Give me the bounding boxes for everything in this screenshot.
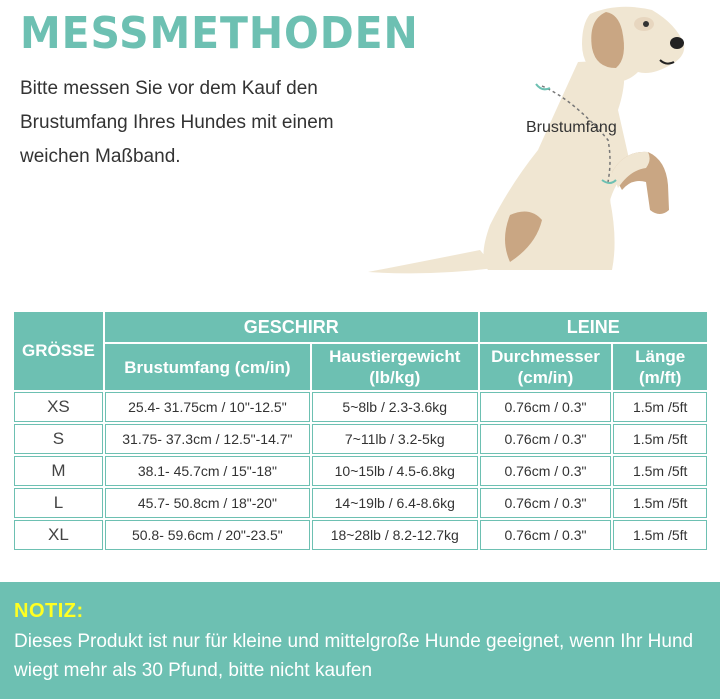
- chest-cell: 50.8- 59.6cm / 20"-23.5": [105, 520, 310, 550]
- length-cell: 1.5m /5ft: [613, 488, 707, 518]
- harness-header: GESCHIRR: [105, 312, 478, 342]
- table-row: [14, 456, 707, 486]
- leash-header: LEINE: [480, 312, 707, 342]
- table-row: [14, 488, 707, 518]
- chest-cell: 31.75- 37.3cm / 12.5"-14.7": [105, 424, 310, 454]
- diameter-cell: 0.76cm / 0.3": [480, 520, 612, 550]
- weight-cell: 18~28lb / 8.2-12.7kg: [312, 520, 478, 550]
- length-column-header: Länge (m/ft): [613, 344, 707, 390]
- length-cell: 1.5m /5ft: [613, 456, 707, 486]
- diameter-cell: 0.76cm / 0.3": [480, 488, 612, 518]
- length-cell: 1.5m /5ft: [613, 424, 707, 454]
- note-text: Dieses Produkt ist nur für kleine und mittelgroße Hunde geeignet, wenn Ihr Hund wiegt mehr als 30 Pfund, bitte nicht kaufen: [14, 631, 694, 681]
- table-row: [14, 520, 707, 550]
- length-cell: 1.5m /5ft: [613, 520, 707, 550]
- size-cell: L: [14, 488, 103, 518]
- weight-cell: 5~8lb / 2.3-3.6kg: [312, 392, 478, 422]
- diameter-cell: 0.76cm / 0.3": [480, 424, 612, 454]
- weight-column-header: Haustiergewicht (lb/kg): [312, 344, 478, 390]
- length-cell: 1.5m /5ft: [613, 392, 707, 422]
- table-row: [14, 424, 707, 454]
- page-title: MESSMETHODEN: [20, 8, 419, 59]
- weight-cell: 7~11lb / 3.2-5kg: [312, 424, 478, 454]
- diameter-column-header: Durchmesser (cm/in): [480, 344, 612, 390]
- chest-cell: 25.4- 31.75cm / 10"-12.5": [105, 392, 310, 422]
- size-cell: M: [14, 456, 103, 486]
- chest-column-header: Brustumfang (cm/in): [105, 344, 310, 390]
- size-table: [12, 310, 709, 552]
- chest-cell: 38.1- 45.7cm / 15"-18": [105, 456, 310, 486]
- diameter-cell: 0.76cm / 0.3": [480, 392, 612, 422]
- weight-cell: 14~19lb / 6.4-8.6kg: [312, 488, 478, 518]
- diameter-cell: 0.76cm / 0.3": [480, 456, 612, 486]
- note-banner: [0, 582, 720, 699]
- note-title: NOTIZ:: [14, 600, 84, 622]
- chest-label: Brustumfang: [526, 119, 617, 136]
- size-cell: XL: [14, 520, 103, 550]
- size-header: GRÖSSE: [14, 312, 103, 390]
- dog-icon: [360, 0, 720, 290]
- size-cell: S: [14, 424, 103, 454]
- table-row: [14, 392, 707, 422]
- intro-text: Bitte messen Sie vor dem Kauf den Brustumfang Ihres Hundes mit einem weichen Maßband.: [20, 78, 334, 167]
- chest-cell: 45.7- 50.8cm / 18"-20": [105, 488, 310, 518]
- size-cell: XS: [14, 392, 103, 422]
- weight-cell: 10~15lb / 4.5-6.8kg: [312, 456, 478, 486]
